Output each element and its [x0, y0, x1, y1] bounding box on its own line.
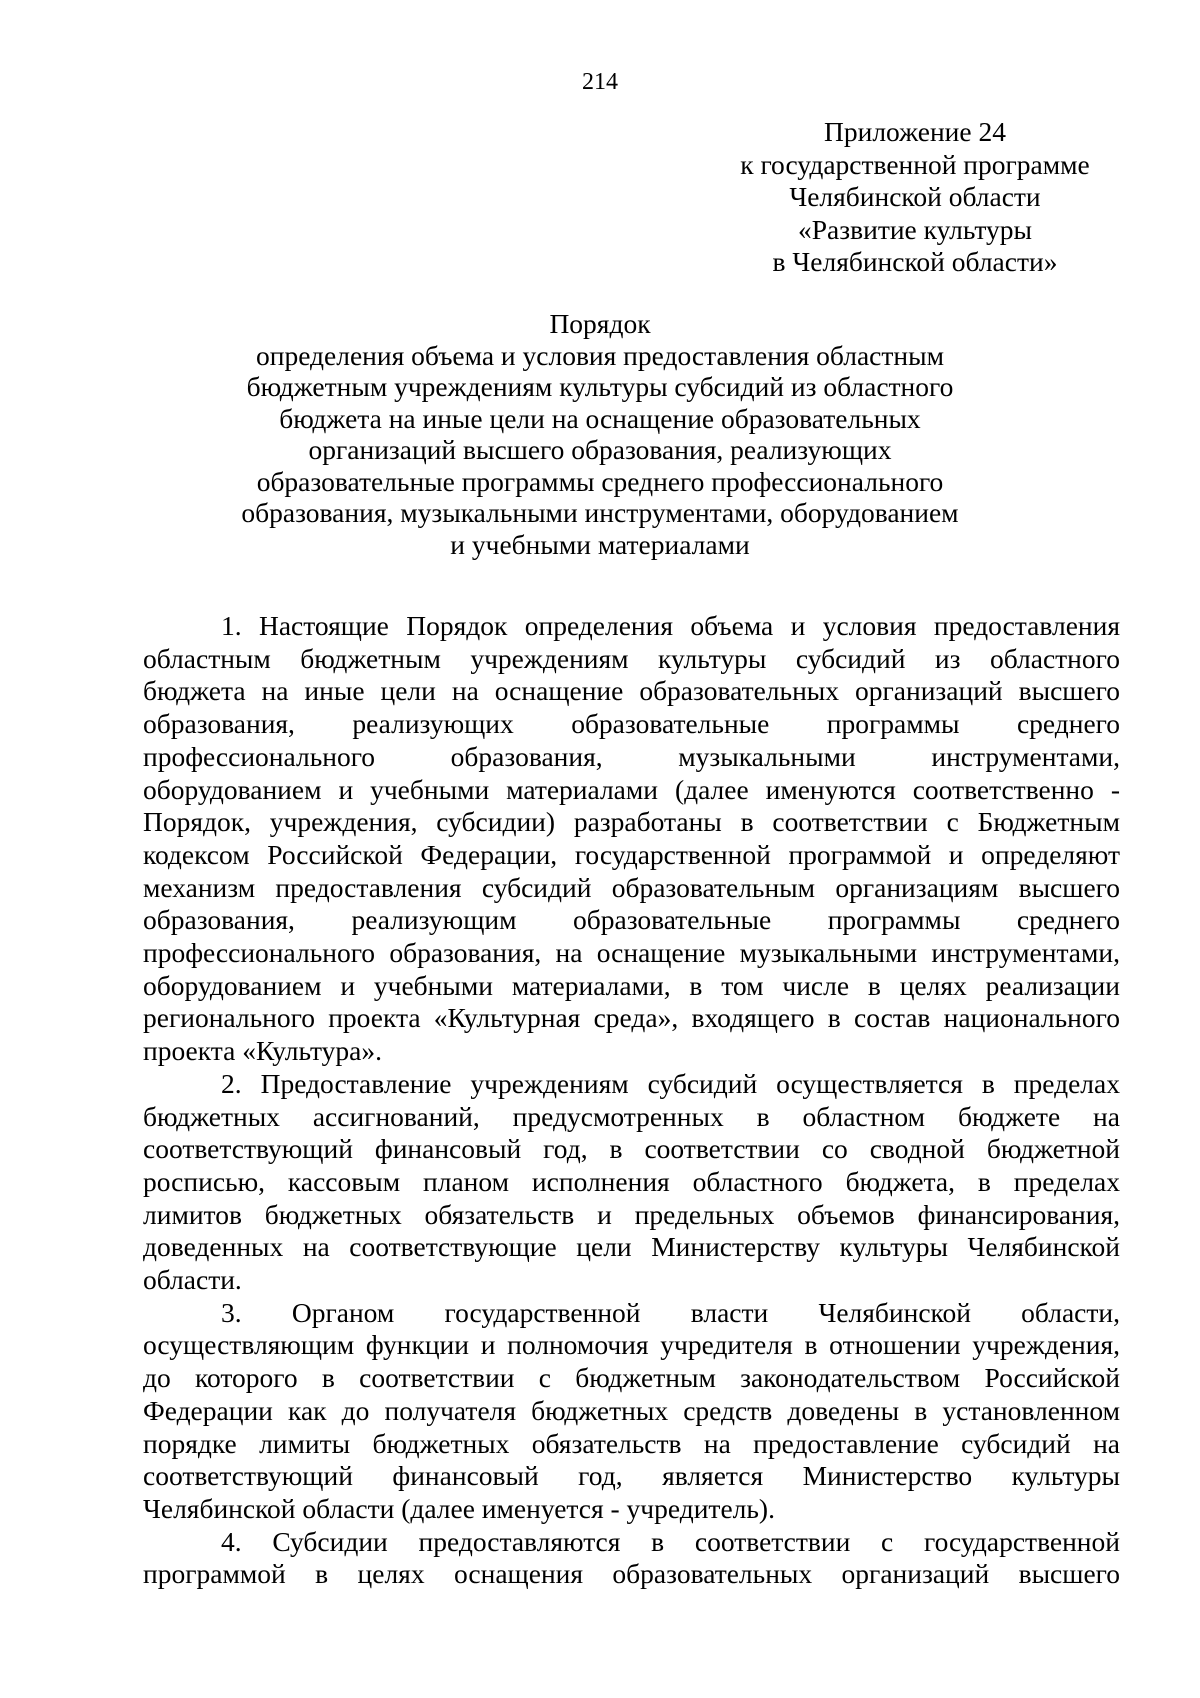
body-line: росписью, кассовым планом исполнения областного бюджета, в пределах [143, 1165, 1120, 1197]
appendix-line: к государственной программе [740, 148, 1090, 180]
document-title [150, 308, 1050, 560]
title-line: образования, музыкальными инструментами, оборудованием [241, 497, 959, 528]
body-line: 1. Настоящие Порядок определения объема и условия предоставления [221, 610, 1120, 641]
body-line: 2. Предоставление учреждениям субсидий осуществляется в пределах [221, 1067, 1120, 1099]
body-line: порядке лимиты бюджетных обязательств на предоставление субсидий на [143, 1427, 1120, 1459]
body-paragraph-4 [143, 1526, 1120, 1591]
body-line: Порядок, учреждения, субсидии) разработаны в соответствии с Бюджетным [143, 806, 1120, 838]
body-line: области. [143, 1264, 242, 1296]
body-paragraph-1 [143, 610, 1120, 1068]
appendix-line: в Челябинской области» [772, 246, 1058, 277]
body-line: профессионального образования, на оснащение музыкальными инструментами, [143, 937, 1120, 969]
body-line: Федерации как до получателя бюджетных средств доведены в установленном [143, 1394, 1120, 1426]
title-line: и учебными материалами [450, 528, 750, 560]
body-paragraph-3 [143, 1297, 1120, 1526]
title-line: определения объема и условия предоставления областным [256, 339, 944, 371]
appendix-line: «Развитие культуры [798, 213, 1032, 245]
body-line: механизм предоставления субсидий образовательным организациям высшего [143, 871, 1120, 903]
appendix-line: Челябинской области [789, 181, 1041, 212]
body-line: бюджетных ассигнований, предусмотренных в областном бюджете на [143, 1100, 1120, 1132]
body-line: доведенных на соответствующие цели Министерству культуры Челябинской [143, 1231, 1120, 1263]
body-line: лимитов бюджетных обязательств и предельных объемов финансирования, [143, 1198, 1120, 1230]
body-line: 3. Органом государственной власти Челябинской области, [221, 1296, 1120, 1328]
body-line: соответствующий финансовый год, является Министерство культуры [143, 1460, 1120, 1492]
document-body [143, 610, 1120, 1591]
page-number: 214 [582, 69, 618, 95]
title-line: бюджетным учреждениям культуры субсидий из областного [246, 371, 954, 402]
body-line: соответствующий финансовый год, в соответствии со сводной бюджетной [143, 1133, 1120, 1165]
appendix-header [700, 116, 1130, 279]
body-line: осуществляющим функции и полномочия учредителя в отношении учреждения, [143, 1329, 1120, 1361]
title-line: бюджета на иные цели на оснащение образовательных [279, 402, 921, 434]
appendix-line: Приложение 24 [824, 116, 1006, 147]
body-line: 4. Субсидии предоставляются в соответствии с государственной [221, 1525, 1120, 1557]
body-line: профессионального образования, музыкальными инструментами, [143, 740, 1120, 772]
body-line: регионального проекта «Культурная среда», входящего в состав национального [143, 1002, 1120, 1034]
body-line: областным бюджетным учреждениям культуры субсидий из областного [143, 642, 1120, 674]
body-line: кодексом Российской Федерации, государственной программой и определяют [143, 838, 1120, 870]
body-paragraph-2 [143, 1068, 1120, 1297]
body-line: оборудованием и учебными материалами (далее именуются соответственно - [143, 773, 1120, 805]
title-heading: Порядок [549, 308, 651, 339]
body-line: оборудованием и учебными материалами, в том числе в целях реализации [143, 969, 1120, 1001]
body-line: программой в целях оснащения образовательных организаций высшего [143, 1558, 1120, 1590]
body-line: Челябинской области (далее именуется - учредитель). [143, 1492, 775, 1524]
body-line: до которого в соответствии с бюджетным законодательством Российской [143, 1362, 1120, 1394]
body-line: бюджета на иные цели на оснащение образовательных организаций высшего [143, 675, 1120, 707]
body-line: проекта «Культура». [143, 1035, 382, 1067]
body-line: образования, реализующих образовательные программы среднего [143, 708, 1120, 740]
title-line: образовательные программы среднего профессионального [256, 465, 944, 497]
title-line: организаций высшего образования, реализующих [308, 434, 892, 465]
body-line: образования, реализующим образовательные программы среднего [143, 904, 1120, 936]
